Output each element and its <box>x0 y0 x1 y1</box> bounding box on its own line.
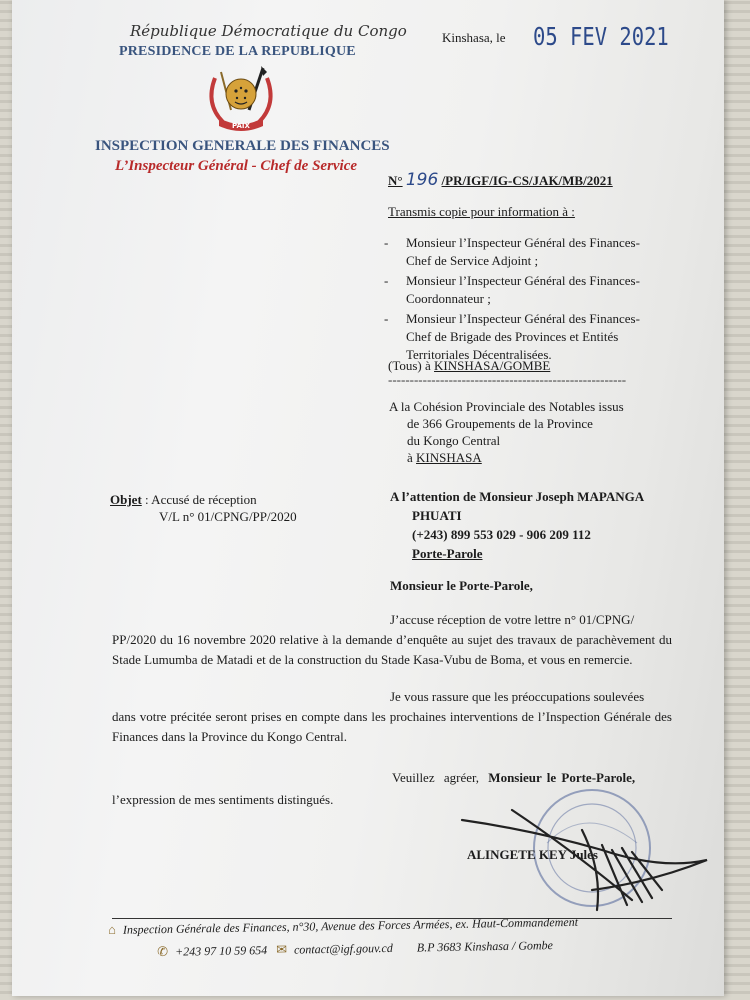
city-label: Kinshasa, le <box>442 30 506 45</box>
copies-all-prefix: (Tous) à <box>388 358 431 373</box>
attention-line: PHUATI <box>412 508 462 523</box>
subject-label: Objet <box>110 492 142 507</box>
list-line: Monsieur l’Inspecteur Général des Finances- <box>406 311 640 326</box>
reference-code: /PR/IGF/IG-CS/JAK/MB/2021 <box>441 173 613 188</box>
list-item <box>384 272 676 308</box>
republic-name: République Démocratique du Congo <box>130 22 407 40</box>
paragraph-2 <box>112 687 672 747</box>
copies-all-city: KINSHASA/GOMBE <box>434 358 551 373</box>
separator-line: ------------------------------------------------------- <box>388 372 627 387</box>
recipient-city <box>389 449 624 466</box>
presidence-title: PRESIDENCE DE LA REPUBLIQUE <box>119 44 356 59</box>
letter-page <box>12 0 724 996</box>
footer-email: contact@igf.gouv.cd <box>293 940 393 957</box>
list-dash: - <box>384 273 389 288</box>
closing-line-2: l’expression de mes sentiments distingués. <box>112 792 334 807</box>
list-dash: - <box>384 311 389 326</box>
list-line: Monsieur l’Inspecteur Général des Finances- <box>406 273 640 288</box>
footer-phone: +243 97 10 59 654 <box>174 943 268 959</box>
phone-icon: ✆ <box>157 943 169 959</box>
paragraph-2-body: dans votre précitée seront prises en compte dans les prochaines interventions de l’Inspection Générale des Finances dans la Province du Kongo Central. <box>112 709 672 744</box>
salutation: Monsieur le Porte-Parole, <box>390 578 533 593</box>
list-line: Monsieur l’Inspecteur Général des Finances- <box>406 235 640 250</box>
recipient-city-prefix: à <box>407 450 413 465</box>
paragraph-1-first-line: J’accuse réception de votre lettre n° 01/CPNG/ <box>390 612 635 627</box>
closing-prefix: Veuillez agréer, <box>392 770 480 785</box>
reference-number <box>388 170 613 190</box>
office-title: L’Inspecteur Général - Chef de Service <box>115 158 358 174</box>
recipient-line: du Kongo Central <box>407 433 501 448</box>
attention-role: Porte-Parole <box>412 546 483 561</box>
emblem-motto: PAIX <box>232 122 250 130</box>
footer-contacts <box>157 937 553 960</box>
mail-icon: ✉ <box>275 941 288 957</box>
closing-title: Monsieur le Porte-Parole, <box>488 770 636 785</box>
reference-prefix: N° <box>388 173 403 188</box>
signatory-name: ALINGETE KEY Jules <box>467 847 598 862</box>
coat-of-arms-emblem <box>201 64 281 136</box>
home-icon: ⌂ <box>108 921 117 937</box>
paragraph-1-body: PP/2020 du 16 novembre 2020 relative à la demande d’enquête au sujet des travaux de parachèvement du Stade Lumumba de Matadi et de la construction du Stade Kasa-Vubu de Boma, et vous en remercie. <box>112 632 672 667</box>
recipient-line: de 366 Groupements de la Province <box>407 416 593 431</box>
list-line: Chef de Brigade des Provinces et Entités <box>406 329 619 344</box>
copies-title: Transmis copie pour information à : <box>388 204 575 219</box>
subject-reference: V/L n° 01/CPNG/PP/2020 <box>159 509 297 524</box>
list-line: Chef de Service Adjoint ; <box>406 253 539 268</box>
paragraph-2-first-line: Je vous rassure que les préoccupations soulevées <box>390 689 645 704</box>
list-dash: - <box>384 235 389 250</box>
paragraph-1 <box>112 610 672 670</box>
list-line: Coordonnateur ; <box>406 291 491 306</box>
subject-text: : Accusé de réception <box>145 492 257 507</box>
recipient-block <box>389 398 624 466</box>
list-item <box>384 310 676 364</box>
list-item <box>384 234 676 270</box>
recipient-line: A la Cohésion Provinciale des Notables issus <box>389 399 624 414</box>
attention-phone: (+243) 899 553 029 - 906 209 112 <box>412 527 591 542</box>
subject-block <box>110 491 297 525</box>
reference-handwritten-number: 196 <box>405 170 439 190</box>
attention-line: A l’attention de Monsieur Joseph MAPANGA <box>390 489 645 504</box>
attention-block <box>390 487 644 563</box>
handwritten-signature <box>452 790 722 920</box>
department-title: INSPECTION GENERALE DES FINANCES <box>95 138 390 154</box>
copies-list <box>384 234 676 366</box>
footer-address-text: Inspection Générale des Finances, n°30, Avenue des Forces Armées, ex. Haut-Commandement <box>122 914 579 937</box>
date-stamp: 05 FEV 2021 <box>533 22 669 51</box>
list-line: Territoriales Décentralisées. <box>406 347 552 362</box>
recipient-city-name: KINSHASA <box>416 450 482 465</box>
footer-po-box: B.P 3683 Kinshasa / Gombe <box>416 938 554 955</box>
